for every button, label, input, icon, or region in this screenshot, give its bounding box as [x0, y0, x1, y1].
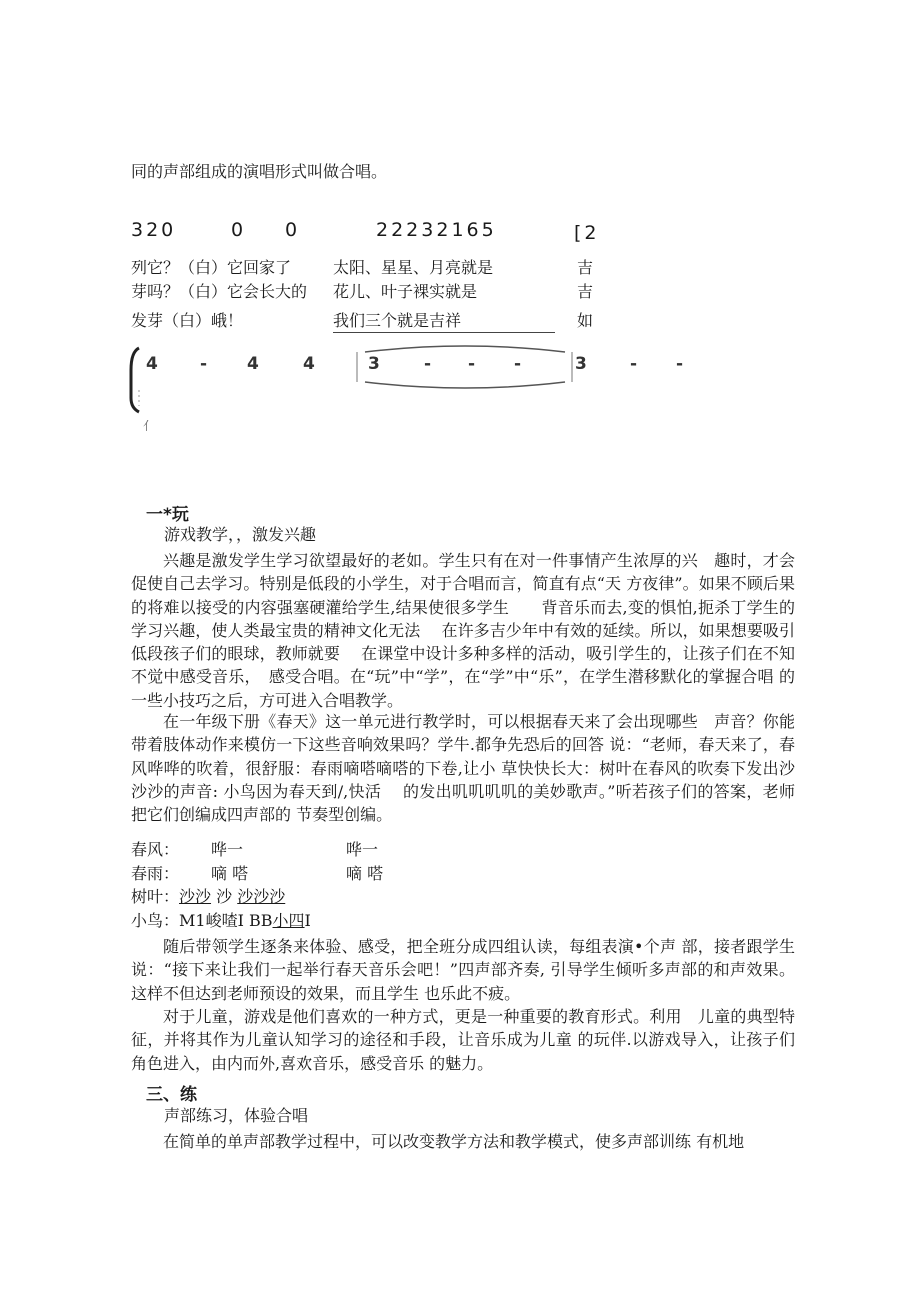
staff-note-7: - — [468, 354, 476, 374]
rhythm-pattern: M1峻喳I BB — [179, 911, 273, 930]
staff-note-3: 4 — [247, 354, 259, 374]
score-number-e: [2 — [574, 222, 600, 244]
rhythm-pattern: I — [304, 911, 311, 930]
paragraph-four-part: 随后带领学生逐条来体验、感受，把全班分成四组认读，每组表演•个声 部，接者跟学生说：“接下来让我们一起举行春天音乐会吧！”四声部齐奏, 引导学生倾听多声部的和声效果。这样不但达到老师预设的效果，而且学生 也乐此不疲。 — [131, 937, 795, 1003]
staff-note-9: 3 — [575, 354, 587, 374]
staff-note-6: - — [424, 354, 432, 374]
staff-slur-top — [365, 346, 565, 352]
music-staff-fragment — [125, 342, 695, 442]
rhythm-label: 春风： — [131, 840, 180, 859]
score-number-d: 22232165 — [376, 219, 497, 241]
lyric-underline — [333, 332, 555, 333]
staff-slur-bottom — [365, 382, 565, 388]
rhythm-pattern: 沙 — [211, 887, 238, 906]
lyric-2a: 芽吗？（白）它会长大的 — [131, 282, 308, 301]
staff-note-10: - — [630, 354, 638, 374]
rhythm-pattern: 嘀 嗒 — [346, 864, 384, 883]
staff-note-2: - — [200, 354, 208, 374]
rhythm-pattern-underlined: 沙沙沙 — [237, 887, 286, 906]
staff-brace — [131, 348, 139, 412]
lyric-3c: 如 — [577, 311, 594, 330]
lyric-2b: 花儿、叶子裸实就是 — [333, 282, 478, 301]
rhythm-row-leaves — [131, 887, 285, 907]
rhythm-label: 小鸟： — [131, 911, 180, 930]
score-number-c: 0 — [285, 219, 301, 241]
rhythm-label: 春雨： — [131, 864, 180, 883]
paragraph-spring-lesson: 在一年级下册《春天》这一单元进行教学时，可以根据春天来了会出现哪些 声音？你能带着肢体动作来模仿一下这些音响效果吗？学牛.都争先恐后的回答 说：“老师，春天来了，春风哗哗的吹着，很舒服：春雨嘀嗒嘀嗒的下卷,让小 草快快长大：树叶在春风的吹奏下发出沙沙沙的声音: 小鸟因为春天到/,快活 的发出叽叽叽叽的美妙歌声。”听若孩子们的答案，老师把它们创编成四声部的 节奏型创编。 — [131, 712, 795, 825]
staff-note-8: - — [514, 354, 522, 374]
lyric-1b: 太阳、星星、月亮就是 — [333, 258, 494, 277]
paragraph-interest: 兴趣是激发学生学习欲望最好的老如。学生只有在对一件事情产生浓厚的兴 趣时，才会促使自己去学习。特别是低段的小学生，对于合唱而言，简直有点“天 方夜律”。如果不顾后果的将难以接受的内容强塞硬灌给学生,结果使很多学生 背音乐而去,变的惧怕,扼杀丁学生的学习兴趣，使人类最宝贵的精神文化无法 在许多吉少年中有效的延续。所以，如果想要吸引低段孩子们的眼球，教师就要 在课堂中设计多种多样的活动，吸引学生的，让孩子们在不知不觉中感受音乐， 感受合唱。在“玩”中“学”，在“学”中“乐”，在学生潜移默化的掌握合唱 的一些小技巧之后，方可进入合唱教学。 — [131, 551, 795, 710]
lyric-1a: 列它？（白）它回家了 — [131, 258, 292, 277]
lyric-3b: 我们三个就是吉祥 — [333, 311, 462, 330]
rhythm-row-bird — [131, 911, 311, 931]
section-heading-practice: 三、练 — [146, 1085, 197, 1105]
intro-line: 同的声部组成的演唱形式叫做合唱。 — [131, 162, 388, 181]
rhythm-pattern-underlined: 小四 — [272, 911, 305, 930]
staff-mark: ⺅ — [143, 419, 156, 433]
lyric-1c: 吉 — [577, 258, 594, 277]
rhythm-pattern: 哗一 — [211, 840, 244, 859]
score-number-b: 0 — [231, 219, 247, 241]
rhythm-label: 树叶： — [131, 887, 180, 906]
staff-note-11: - — [676, 354, 684, 374]
lyric-2c: 吉 — [577, 282, 594, 301]
score-number-a: 320 — [131, 219, 177, 241]
rhythm-pattern-underlined: 沙沙 — [179, 887, 212, 906]
section-heading-play: 一*玩 — [146, 505, 189, 525]
lyric-3a: 发芽（白）峨！ — [131, 311, 244, 330]
section-subheading-practice: 声部练习，体验合唱 — [164, 1106, 309, 1125]
staff-note-4: 4 — [303, 354, 315, 374]
staff-note-1: 4 — [146, 354, 158, 374]
rhythm-pattern: 嘀 嗒 — [211, 864, 249, 883]
section-subheading-play: 游戏教学，，激发兴趣 — [164, 525, 317, 544]
rhythm-pattern: 哗一 — [346, 840, 379, 859]
staff-note-5: 3 — [368, 354, 380, 374]
paragraph-games: 对于儿童，游戏是他们喜欢的一种方式，更是一种重要的教育形式。利用 儿童的典型特征，并将其作为儿童认知学习的途径和手段，让音乐成为儿童 的玩伴.以游戏导入，让孩子们角色进入，由内而外,喜欢音乐，感受音乐 的魅力。 — [131, 1007, 795, 1073]
paragraph-practice: 在简单的单声部教学过程中，可以改变教学方法和教学模式，使多声部训练 有机地 — [163, 1132, 745, 1151]
